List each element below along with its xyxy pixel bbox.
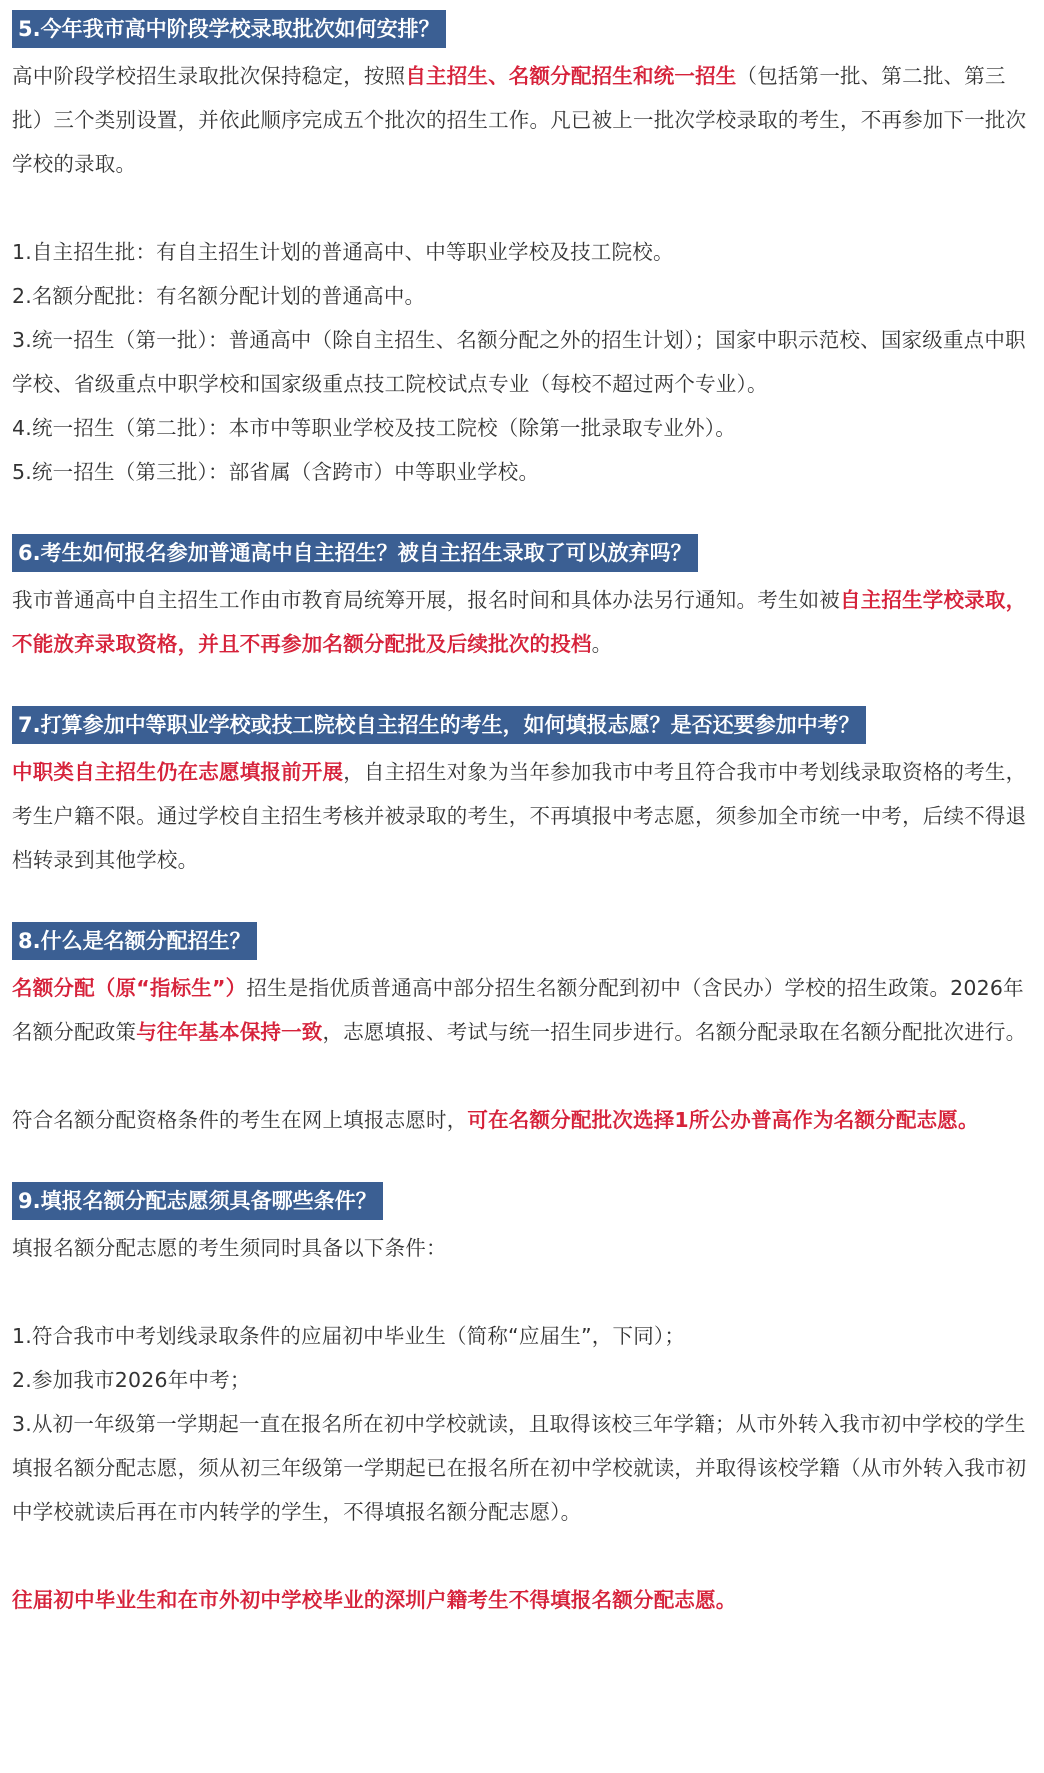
list-item: 1.符合我市中考划线录取条件的应届初中毕业生（简称“应届生”，下同）； <box>12 1324 686 1348</box>
list-item: 4.统一招生（第二批）：本市中等职业学校及技工院校（除第一批录取专业外）。 <box>12 416 736 440</box>
highlight-text: 中职类自主招生仍在志愿填报前开展 <box>12 760 344 784</box>
highlight-text: 可在名额分配批次选择1所公办普高作为名额分配志愿。 <box>467 1108 979 1132</box>
section-7 <box>12 706 1030 882</box>
section-9-note <box>12 1578 1030 1622</box>
section-7-heading: 7.打算参加中等职业学校或技工院校自主招生的考生，如何填报志愿？是否还要参加中考？ <box>12 706 866 744</box>
list-item: 1.自主招生批：有自主招生计划的普通高中、中等职业学校及技工院校。 <box>12 240 674 264</box>
section-5-heading: 5.今年我市高中阶段学校录取批次如何安排？ <box>12 10 446 48</box>
section-6 <box>12 534 1030 666</box>
section-9 <box>12 1182 1030 1622</box>
section-9-heading: 9.填报名额分配志愿须具备哪些条件？ <box>12 1182 383 1220</box>
section-6-text: 我市普通高中自主招生工作由市教育局统筹开展，报名时间和具体办法另行通知。考生如被自主招生学校录取，不能放弃录取资格，并且不再参加名额分配批及后续批次的投档。 <box>12 588 1027 656</box>
highlight-text: 名额分配（原“指标生”） <box>12 976 247 1000</box>
section-6-heading: 6.考生如何报名参加普通高中自主招生？被自主招生录取了可以放弃吗？ <box>12 534 698 572</box>
section-7-text: 中职类自主招生仍在志愿填报前开展，自主招生对象为当年参加我市中考且符合我市中考划线录取资格的考生，考生户籍不限。通过学校自主招生考核并被录取的考生，不再填报中考志愿，须参加全市统一中考，后续不得退档转录到其他学校。 <box>12 760 1027 872</box>
highlight-text: 自主招生、名额分配招生和统一招生 <box>405 64 737 88</box>
section-8-paragraph-2: 符合名额分配资格条件的考生在网上填报志愿时，可在名额分配批次选择1所公办普高作为名额分配志愿。 <box>12 1108 979 1132</box>
section-5 <box>12 10 1030 494</box>
section-8-heading: 8.什么是名额分配招生？ <box>12 922 257 960</box>
list-item: 2.名额分配批：有名额分配计划的普通高中。 <box>12 284 426 308</box>
highlight-text: 自主招生学校录取，不能放弃录取资格，并且不再参加名额分配批及后续批次的投档 <box>12 588 1027 656</box>
highlight-text: 与往年基本保持一致 <box>136 1020 323 1044</box>
list-item: 2.参加我市2026年中考； <box>12 1368 251 1392</box>
list-item: 3.统一招生（第一批）：普通高中（除自主招生、名额分配之外的招生计划）；国家中职示范校、国家级重点中职学校、省级重点中职学校和国家级重点技工院校试点专业（每校不超过两个专业）。 <box>12 328 1026 396</box>
section-8 <box>12 922 1030 1142</box>
section-9-intro: 填报名额分配志愿的考生须同时具备以下条件： <box>12 1236 447 1260</box>
list-item: 5.统一招生（第三批）：部省属（含跨市）中等职业学校。 <box>12 460 540 484</box>
highlight-text: 往届初中毕业生和在市外初中学校毕业的深圳户籍考生不得填报名额分配志愿。 <box>12 1588 737 1612</box>
section-5-intro: 高中阶段学校招生录取批次保持稳定，按照自主招生、名额分配招生和统一招生（包括第一批、第二批、第三批）三个类别设置，并依此顺序完成五个批次的招生工作。凡已被上一批次学校录取的考生，不再参加下一批次学校的录取。 <box>12 64 1027 176</box>
section-8-paragraph-1: 名额分配（原“指标生”）招生是指优质普通高中部分招生名额分配到初中（含民办）学校的招生政策。2026年名额分配政策与往年基本保持一致，志愿填报、考试与统一招生同步进行。名额分配录取在名额分配批次进行。 <box>12 976 1027 1044</box>
list-item: 3.从初一年级第一学期起一直在报名所在初中学校就读，且取得该校三年学籍；从市外转入我市初中学校的学生填报名额分配志愿，须从初三年级第一学期起已在报名所在初中学校就读，并取得该校学籍（从市外转入我市初中学校就读后再在市内转学的学生，不得填报名额分配志愿）。 <box>12 1412 1027 1524</box>
